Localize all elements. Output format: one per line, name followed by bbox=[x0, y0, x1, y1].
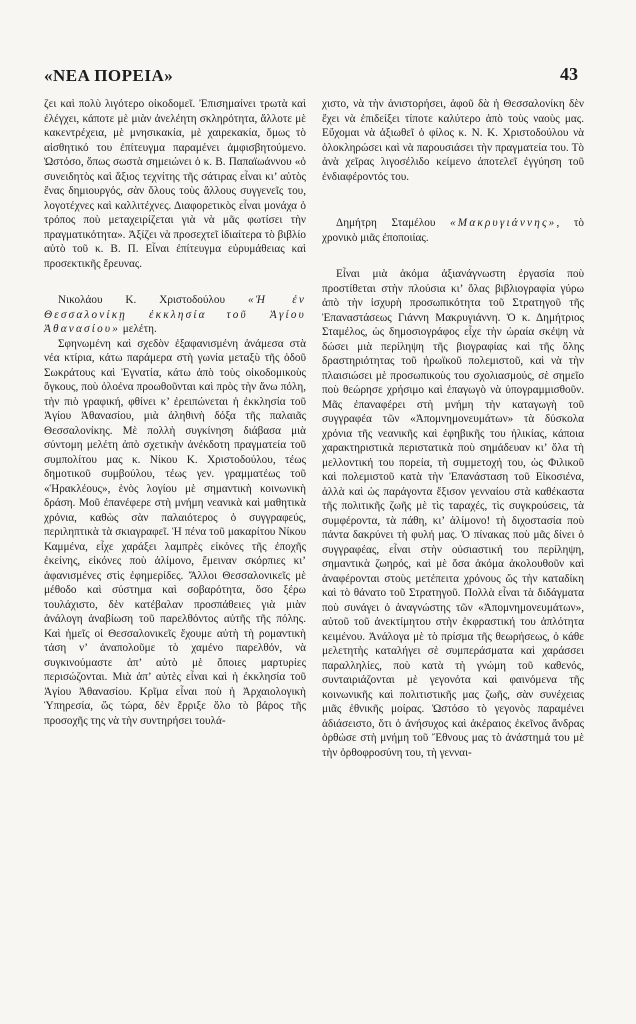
review-genre: μελέτη. bbox=[122, 323, 157, 335]
review-end-text: χιστο, νὰ τὴν ἀνιστορήσει, ἀφοῦ δὰ ἡ Θεσσαλονίκη δὲν ἔχει νὰ ἐπιδείξει τίποτε καλύτερο ἀπὸ τοὺς ναοὺς μας. Εὔχομαι νὰ ἀξιωθεῖ ὁ φίλος κ. Ν. Κ. Χριστοδούλου νὰ ὁλοκληρώσει καὶ νὰ παρουσιάσει τὴν πραγματεία του. Τὸ ἀνὰ χεῖρας λιγοσέλιδο κείμενο ἀποτελεῖ ἐγγύηση τοῦ ἐνδιαφέροντός του. bbox=[322, 98, 584, 183]
review-body-text-2: Εἶναι μιὰ ἀκόμα ἀξιανάγνωστη ἐργασία ποὺ προστίθεται στὴν πλούσια κι’ ὅλας βιβλιογραφία γύρω ἀπὸ τὴν ἰσχυρὴ προσωπικότητα τοῦ Στρατηγοῦ τῆς Ἐπαναστάσεως Γιάννη Μακρυγιάννη. Ὁ κ. Δημήτριος Σταμέλος, ὡς δημοσιογράφος εἶχε τὴν ὡραία σκέψη νὰ δώσει μιὰ περίληψη τῆς βιογραφίας καὶ τῆς ὅλης δραστηριότητας τοῦ ἡρωϊκοῦ πολεμιστοῦ, καὶ νὰ τὴν πλαισιώσει μὲ προσωπικοὺς του σχολιασμούς, σὲ σημεῖο ποὺ θεώρησε χρήσιμο καὶ ἐπαγωγὸ νὰ ὑπογραμμισθοῦν. Μᾶς ἐπαναφέρει στὴ μνήμη τὴν καταγωγὴ τοῦ συγγραφέα τῶν «Ἀπομνημονευμάτων» τὰ δύσκολα χρόνια τῆς νεανικῆς καὶ ἐφηβικῆς του ἡλικίας, κάποια χαρακτηριστικὰ περιστατικὰ ποὺ σημάδευαν κι’ ὅλα τὴ μελλοντική του πορεία, τὴ συμμετοχή του, ὡς Φιλικοῦ καὶ πολεμιστοῦ κατὰ τὴν Ἐπανάσταση τοῦ Εἰκοσιένα, ἀλλὰ καὶ ὡς παράγοντα ἔξισον γενναίου στὰ καθέκαστα τῆς πολιτικῆς ζωῆς μὲ τὶς ταραχές, τὶς συγκρούσεις, τὰ συμφέροντα, τὰ πάθη, κι’ ἀλίμονο! τὴ διχοστασία ποὺ πάντα δακρύνει τὴ φυλή μας. Ὁ πίνακας ποὺ μᾶς δίνει ὁ συγγραφέας, εἶναι στὴν οὐσιαστική του περίληψη, σημαντικὰ ζωηρός, καὶ μὲ ὅσα ἀκόμα ἀκολουθοῦν καὶ ἀναφέρονται στοὺς μετέπειτα χρόνους ὥς τὴν καταδίκη καὶ τὸ θάνατο τοῦ Στρατηγοῦ. Πολλὰ εἶναι τὰ διδάγματα ποὺ συνάγει ὁ ἀναγνώστης τῶν «Ἀπομνημονευμάτων», αὐτοῦ τοῦ ἀνεκτίμητου στὴν ἐκφραστική του ἁπλότητα κειμένου. Ἀνάλογα μὲ τὸ πρίσμα τῆς θεωρήσεως, ὁ κάθε μελετητὴς καταλήγει σὲ συμπεράσματα καὶ χαράσσει παραλληλίες, ποὺ κατὰ τὴ γνώμη τοῦ καθενός, συνταιριάζονται μὲ γεγονότα καὶ φαινόμενα τῆς κοινωνικῆς καὶ πολιτιστικῆς μας ζωῆς, σὰν συνέχειας μιᾶς ἐθνικῆς μοίρας. Ὡστόσο τὸ γεγονὸς παραμένει ἀδιάσειστο, ὅτι ὁ ἀνήσυχος καὶ ἀκέραιος ἐκεῖνος ἄνδρας ὁρθώσε στὴ μνήμη τοῦ Ἔθνους μας τὸ ἀνάστημά του μὲ τὴν ὀρθοφροσύνη του, τὴ γενναι- bbox=[322, 268, 584, 759]
review-body-text: Σφηνωμένη καὶ σχεδὸν ἐξαφανισμένη ἀνάμεσα στὰ νέα κτίρια, κάτω παράμερα στὴ γωνία μεταξὺ τῆς ὁδοῦ Σωκράτους καὶ Ἐγνατία, κάτω ἀπὸ τοὺς οἰκοδομικοὺς ὄγκους, ποὺ ὁλοένα προωθοῦνται καὶ πρὸς τὴν ἄνω πόλη, τὴν πιὸ γραφική, φθίνει κ’ ἐρειπώνεται ἡ ἐκκλησία τοῦ Ἁγίου Ἀθανασίου, μιὰ ἀληθινὴ δόξα τῆς παλαιᾶς Θεσσαλονίκης. Μὲ πολλὴ συγκίνηση διάβασα μιὰ σύντομη μελέτη ἀπὸ σχετικὴν ἀνέκδοτη πραγματεία τοῦ συμπολίτου μας κ. Νίκου Κ. Χριστοδούλου, τέως δημοτικοῦ συμβούλου, τέως γεν. γραμματέως τοῦ «Ἡρακλέους», ἑνὸς λογίου μὲ σημαντικὴ κοινωνικὴ δράση. Μοῦ ἐπανέφερε στὴ μνήμη νεανικὰ καὶ μαθητικὰ χρόνια, καθὼς σὰν παλαιότερος ὁ συγγραφεύς, περιληπτικὰ τὰ σκιαγραφεῖ. Ἡ πένα τοῦ μακαρίτου Νίκου Καμμένα, εἶχε χαράξει λαμπρὲς εἰκόνες τῆς ἐποχῆς ἐκείνης, εἰκόνες ποὺ ἀλίμονο, ἔμειναν σκόρπιες κι’ ἀφανισμένες στὶς ἐφημερίδες. Ἄλλοι Θεσσαλονικεῖς μὲ μέθοδο καὶ σύστημα καὶ σοβαρότητα, ὅσο ξέρω τουλάχιστο, δὲν κατέβαλαν προσπάθειες γιὰ μιὰν ἀνάλογη ἀναβίωση τοῦ παρελθόντος αὐτῆς τῆς πόλης. Καὶ ἡμεῖς οἱ Θεσσαλονικεῖς ἔχουμε αὐτὴ τὴ ρομαντικὴ τάση ν’ ἀναπολοῦμε τὸ χαμένο παρελθόν, νὰ συγκινούμαστε ἀπ’ αὐτὸ μὲ ὅποιες μαρτυρίες περισώζονται. Μιὰ ἀπ’ αὐτὲς εἶναι καὶ ἡ ἐκκλησία τοῦ Ἁγίου Ἀθανασίου. Κρῖμα εἶναι ποὺ ἡ Ἀρχαιολογικὴ Ὑπηρεσία, ὥς τώρα, δὲν ἔρριξε ὅλο τὸ βάρος τῆς προσοχῆς της νὰ τὴν συντηρήσει τουλά- bbox=[44, 337, 306, 727]
page-number: 43 bbox=[560, 64, 578, 84]
left-column bbox=[44, 97, 306, 728]
right-column bbox=[322, 97, 584, 760]
review-heading-2 bbox=[322, 216, 584, 245]
review-continuation-text: ζει καὶ πολὺ λιγότερο οἰκοδομεῖ. Ἐπισημαίνει τρωτὰ καὶ ἐλέγχει, κάποτε μὲ μιὰν ἀνελέητη σκληρότητα, ἄλλοτε μὲ κακεντρέχεια, μὲ μνησικακία, μὲ χαιρεκακία, ὅμως τὸ αἰσθητικό του ἐπίτευγμα παραμένει ἀμφισβητούμενο. Ὡστόσο, ὅπως σωστὰ σημειώνει ὁ κ. Β. Παπαϊωάννου «ὁ συνειδητὸς καὶ ἄξιος τεχνίτης τῆς σάτιρας εἶναι κι’ αὐτὸς ἕνας δημιουργός, σὰν ὅλους τοὺς ἄλλους συγγενεῖς του, λογοτέχνες καὶ καλλιτέχνες. Διαφορετικὸς εἶναι μονάχα ὁ τρόπος ποὺ μεταχειρίζεται γιὰ νὰ μᾶς φωτίσει τὴν πραγματικότητα». Ἀξίζει νὰ προσεχτεῖ ἰδιαίτερα τὸ βιβλίο αὐτὸ τοῦ κ. Β. Π. Εἶναι ἐπίτευγμα εὐρυμάθειας καὶ προσεκτικῆς ἔρευνας. bbox=[44, 98, 306, 270]
review-heading bbox=[44, 293, 306, 337]
journal-title: «ΝΕΑ ΠΟΡΕΙΑ» bbox=[44, 66, 174, 85]
review-author: Νικολάου Κ. Χριστοδούλου bbox=[58, 294, 225, 306]
review-author-2: Δημήτρη Σταμέλου bbox=[336, 217, 436, 229]
review-subtitle-2: , τὸ χρονικὸ μιᾶς ἐποποιίας. bbox=[322, 217, 585, 244]
review-book-title-2-cont: νης» bbox=[527, 217, 557, 229]
page-header bbox=[0, 60, 636, 90]
review-book-title-2: «Μακρυγιάν bbox=[450, 217, 528, 229]
review-book-title-cont: τοῦ Ἁγίου Ἀθανασίου» bbox=[44, 308, 306, 335]
review-book-title: «Ἡ ἐν Θεσσαλονίκῃ ἐκκλησία bbox=[44, 294, 307, 321]
